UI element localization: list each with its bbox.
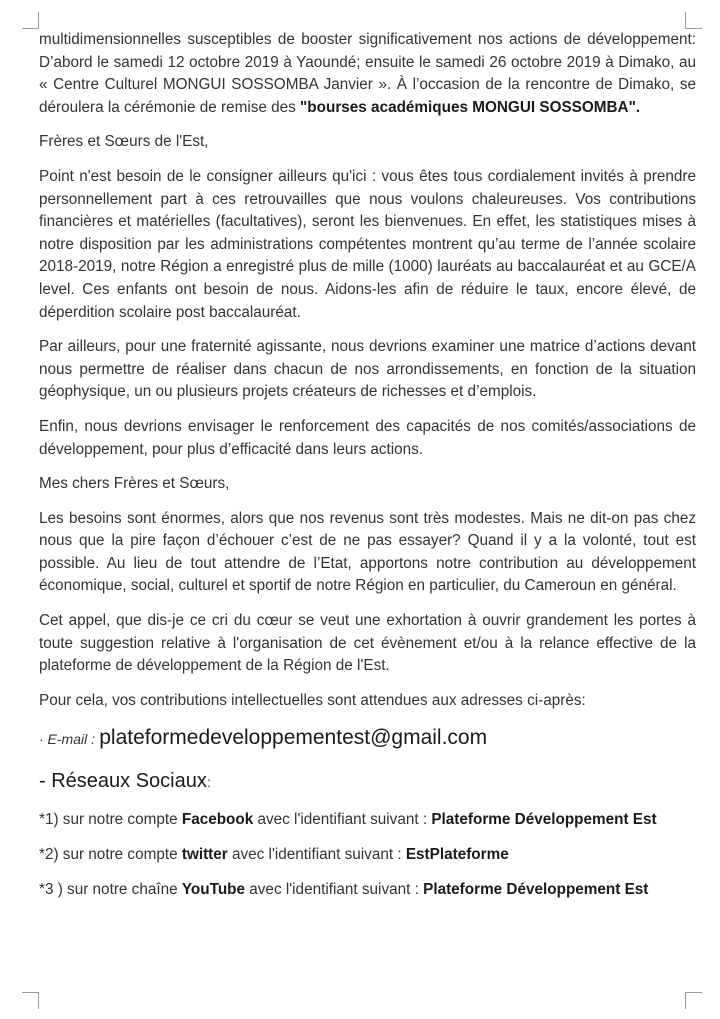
- social-item-prefix: *3 ) sur notre chaîne: [39, 880, 182, 898]
- social-item-middle: avec l'identifiant suivant :: [253, 811, 432, 829]
- email-label: · E-mail :: [39, 731, 95, 748]
- salutation-freres: Frères et Sœurs de l'Est,: [39, 133, 209, 151]
- email-address-link[interactable]: plateformedeveloppementest@gmail.com: [99, 726, 488, 750]
- paragraph-events-text: multidimensionnelles susceptibles de booster significativement nos actions de développement: D’abord le samedi 12 octobre 2019 à Yaoundé; ensuite le samedi 26 octobre 2019 à Dimako, au « Centre Culturel MONGUI SOSSOMBA Janvier ». À l’occasion de la rencontre de Dimako, se déroulera la cérémonie de remise des: [39, 31, 696, 116]
- crop-mark-bottom-left: [22, 992, 39, 1009]
- crop-mark-top-right: [685, 12, 702, 29]
- salutation-mes-chers: Mes chers Frères et Sœurs,: [39, 475, 230, 493]
- social-heading-text: - Réseaux Sociaux: [39, 770, 207, 793]
- facebook-identifier: Plateforme Développement Est: [431, 811, 657, 829]
- twitter-network-name: twitter: [181, 846, 228, 864]
- social-networks-heading: [39, 768, 696, 795]
- social-item-prefix: *2) sur notre compte: [39, 846, 182, 864]
- social-item-facebook: [39, 809, 696, 832]
- paragraph-appel: Cet appel, que dis-je ce cri du cœur se veut une exhortation à ouvrir grandement les portes à toute suggestion relative à l'organisation de cet évènement et/ou à la relance effective de la plateforme de développement de la Région de l'Est.: [39, 612, 696, 675]
- paragraph-renforcement: Enfin, nous devrions envisager le renforcement des capacités de nos comités/associations de développement, pour plus d’efficacité dans leurs actions.: [39, 417, 696, 458]
- social-item-middle: avec l'identifiant suivant :: [227, 846, 406, 864]
- bourses-emphasis: "bourses académiques MONGUI SOSSOMBA".: [300, 98, 641, 116]
- crop-mark-top-left: [22, 12, 39, 29]
- document-page: [39, 29, 696, 913]
- paragraph-matrice: Par ailleurs, pour une fraternité agissante, nous devrions examiner une matrice d’actions devant nous permettre de réaliser dans chacun de nos arrondissements, en fonction de la situation géophysique, un ou plusieurs projets créateurs de richesses et d’emplois.: [39, 338, 696, 401]
- social-heading-colon: :: [206, 774, 211, 791]
- youtube-identifier: Plateforme Développement Est: [423, 880, 649, 898]
- email-line: [39, 724, 696, 754]
- twitter-identifier: EstPlateforme: [405, 846, 509, 864]
- youtube-network-name: YouTube: [181, 880, 246, 898]
- social-item-middle: avec l'identifiant suivant :: [245, 880, 424, 898]
- paragraph-invitation: Point n'est besoin de le consigner ailleurs qu'ici : vous êtes tous cordialement invités à prendre personnellement part à ces retrouvailles que nous voulons chaleureuses. Vos contributions financières et matérielles (facultatives), seront les bienvenues. En effet, les statistiques mises à notre disposition par les administrations compétentes montrent qu’au terme de l’année scolaire 2018-2019, notre Région a enregistré plus de mille (1000) lauréats au baccalauréat et au GCE/A level. Ces enfants ont besoin de nous. Aidons-les afin de réduire le taux, encore élevé, de déperdition scolaire post baccalauréat.: [39, 167, 696, 321]
- paragraph-contributions: Pour cela, vos contributions intellectuelles sont attendues aux adresses ci-après:: [39, 691, 586, 709]
- social-item-twitter: [39, 844, 696, 867]
- social-item-youtube: [39, 879, 696, 902]
- crop-mark-bottom-right: [685, 992, 702, 1009]
- paragraph-besoins: Les besoins sont énormes, alors que nos revenus sont très modestes. Mais ne dit-on pas chez nous que la pire façon d’échouer c’est de ne pas essayer? Quand il y a la volonté, tout est possible. Au lieu de tout attendre de l’Etat, apportons notre contribution au développement économique, social, culturel et sportif de notre Région en particulier, du Cameroun en général.: [39, 509, 696, 595]
- social-item-prefix: *1) sur notre compte: [39, 811, 182, 829]
- paragraph-events: [39, 29, 696, 119]
- facebook-network-name: Facebook: [181, 811, 254, 829]
